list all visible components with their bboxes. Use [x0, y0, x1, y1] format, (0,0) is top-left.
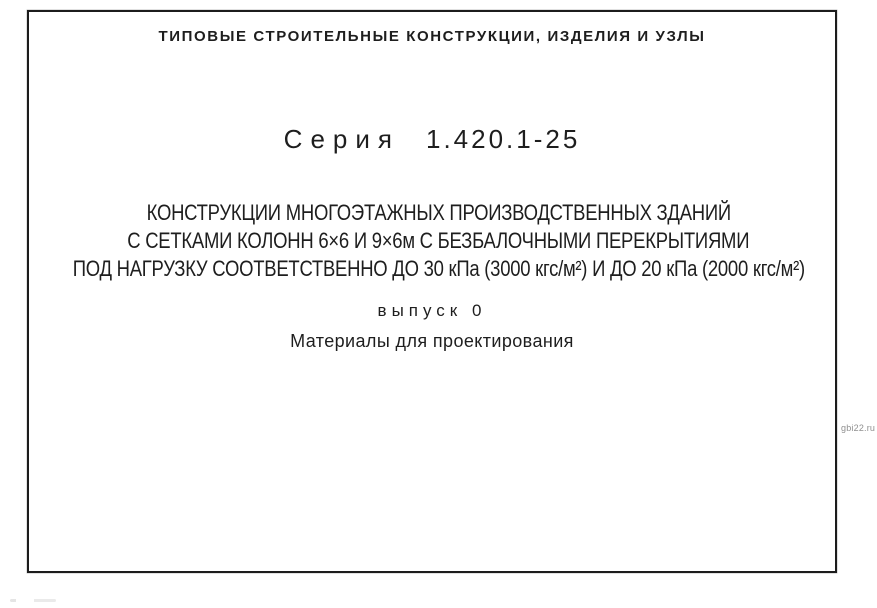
scan-artifact: [10, 599, 56, 602]
title-line-2-text: С СЕТКАМИ КОЛОНН 6×6 И 9×6м С БЕЗБАЛОЧНЫМИ ПЕРЕКРЫТИЯМИ: [127, 228, 750, 253]
document-header: ТИПОВЫЕ СТРОИТЕЛЬНЫЕ КОНСТРУКЦИИ, ИЗДЕЛИЯ И УЗЛЫ: [158, 28, 706, 45]
document-title-block: [0, 199, 877, 283]
title-line-3-text: ПОД НАГРУЗКУ СООТВЕТСТВЕННО ДО 30 кПа (3000 кгс/м²) И ДО 20 кПа (2000 кгс/м²): [72, 256, 805, 281]
series-line: [27, 124, 837, 155]
page-border-frame: [27, 10, 837, 573]
issue-label: выпуск 0: [377, 301, 487, 320]
title-line-3: [0, 255, 877, 283]
title-line-1: [0, 199, 877, 227]
series-number: 1.420.1-25: [425, 124, 581, 154]
subtitle: Материалы для проектирования: [290, 331, 574, 351]
title-line-1-text: КОНСТРУКЦИИ МНОГОЭТАЖНЫХ ПРОИЗВОДСТВЕННЫХ ЗДАНИЙ: [146, 200, 731, 225]
watermark-text: gbi22.ru: [841, 423, 876, 433]
title-line-2: [0, 227, 877, 255]
series-label: Серия: [283, 124, 400, 154]
